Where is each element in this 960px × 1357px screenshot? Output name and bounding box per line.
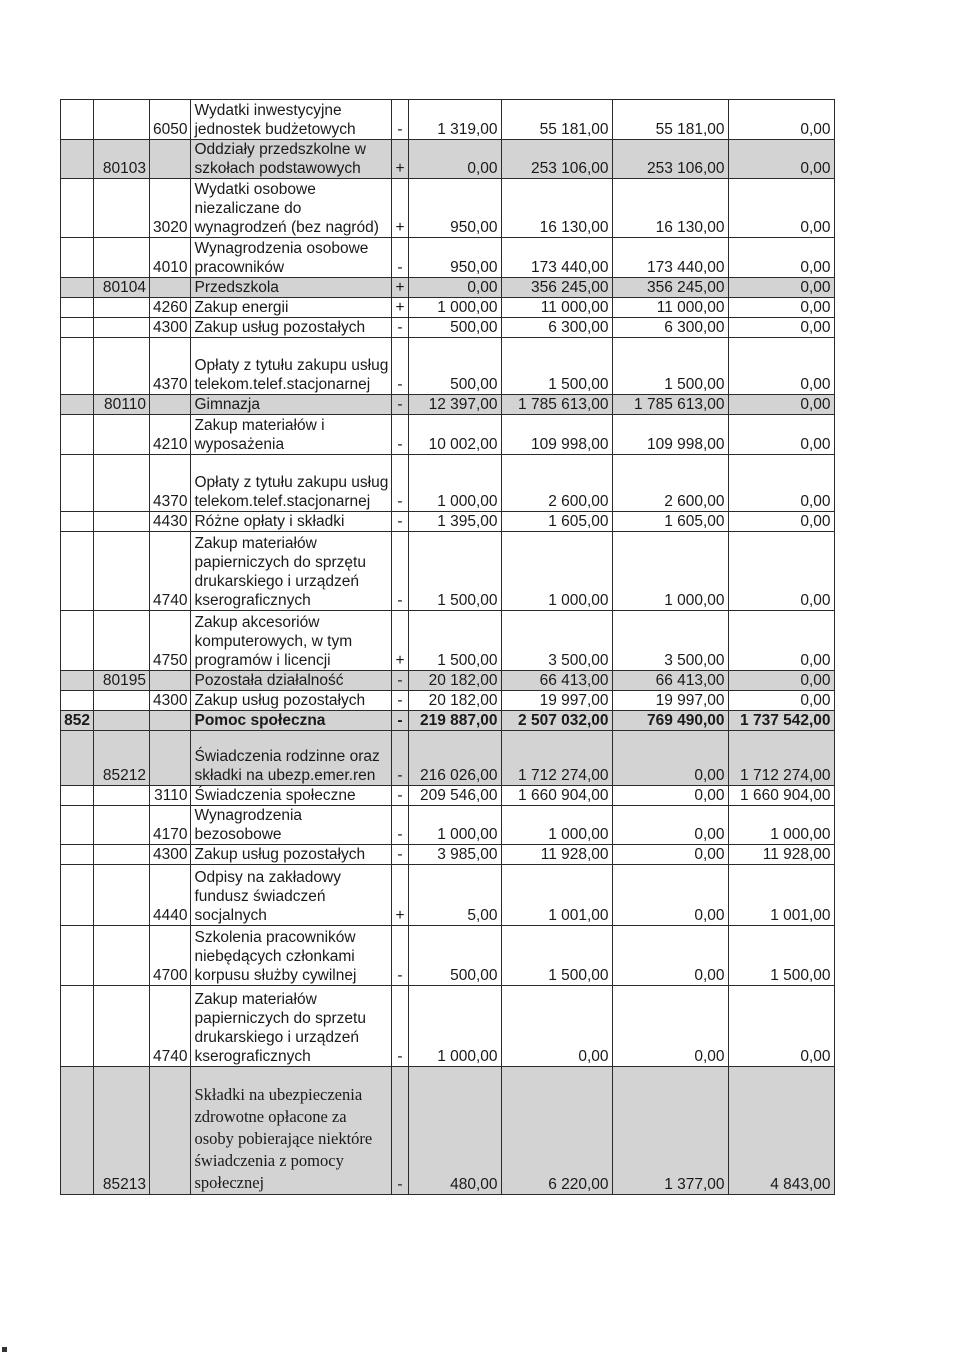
table-row: [61, 298, 835, 318]
table-row: [61, 179, 835, 238]
amount-property-cell: 0,00: [728, 691, 834, 711]
description-cell: Wydatki inwestycyjne jednostek budżetowych: [191, 100, 392, 140]
table-row: [61, 986, 835, 1067]
amount-current-cell: 769 490,00: [612, 711, 728, 731]
description-cell: Pomoc społeczna: [191, 711, 392, 731]
amount-total-cell: 173 440,00: [501, 238, 612, 278]
dzial-cell: [61, 298, 94, 318]
amount-current-cell: 1 500,00: [612, 338, 728, 395]
sign-cell: -: [392, 986, 408, 1067]
amount-property-cell: 1 660 904,00: [728, 786, 834, 806]
amount-total-cell: 1 660 904,00: [501, 786, 612, 806]
amount-change-cell: 20 182,00: [408, 691, 501, 711]
table-row: [61, 532, 835, 611]
paragraf-cell: 4170: [150, 806, 191, 845]
rozdzial-cell: [94, 865, 150, 926]
amount-total-cell: 16 130,00: [501, 179, 612, 238]
amount-current-cell: 0,00: [612, 731, 728, 786]
amount-current-cell: 109 998,00: [612, 415, 728, 455]
amount-property-cell: 11 928,00: [728, 845, 834, 865]
description-cell: Zakup usług pozostałych: [191, 318, 392, 338]
sign-cell: +: [392, 179, 408, 238]
description-cell: Gimnazja: [191, 395, 392, 415]
rozdzial-cell: [94, 926, 150, 986]
description-cell: Zakup akcesoriów komputerowych, w tym programów i licencji: [191, 611, 392, 671]
table-row: [61, 455, 835, 512]
paragraf-cell: 4740: [150, 986, 191, 1067]
description-cell: Składki na ubezpieczenia zdrowotne opłacone za osoby pobierające niektóre świadczenia z pomocy społecznej: [191, 1067, 392, 1195]
amount-current-cell: 0,00: [612, 926, 728, 986]
amount-change-cell: 950,00: [408, 238, 501, 278]
amount-total-cell: 2 507 032,00: [501, 711, 612, 731]
amount-total-cell: 1 000,00: [501, 532, 612, 611]
amount-change-cell: 950,00: [408, 179, 501, 238]
amount-current-cell: 0,00: [612, 986, 728, 1067]
sign-cell: -: [392, 731, 408, 786]
amount-current-cell: 173 440,00: [612, 238, 728, 278]
table-row: [61, 731, 835, 786]
rozdzial-cell: 85213: [94, 1067, 150, 1195]
table-row: [61, 691, 835, 711]
amount-property-cell: 0,00: [728, 238, 834, 278]
description-cell: Zakup usług pozostałych: [191, 691, 392, 711]
paragraf-cell: [150, 711, 191, 731]
dzial-cell: [61, 512, 94, 532]
amount-total-cell: 1 000,00: [501, 806, 612, 845]
table-row: [61, 100, 835, 140]
table-row: [61, 512, 835, 532]
dzial-cell: [61, 611, 94, 671]
amount-change-cell: 1 500,00: [408, 532, 501, 611]
description-cell: Świadczenia społeczne: [191, 786, 392, 806]
amount-current-cell: 356 245,00: [612, 278, 728, 298]
dzial-cell: [61, 986, 94, 1067]
amount-total-cell: 6 220,00: [501, 1067, 612, 1195]
amount-property-cell: 0,00: [728, 611, 834, 671]
amount-total-cell: 1 001,00: [501, 865, 612, 926]
amount-total-cell: 109 998,00: [501, 415, 612, 455]
rozdzial-cell: [94, 100, 150, 140]
amount-property-cell: 1 500,00: [728, 926, 834, 986]
amount-change-cell: 219 887,00: [408, 711, 501, 731]
sign-cell: -: [392, 786, 408, 806]
description-cell: Różne opłaty i składki: [191, 512, 392, 532]
paragraf-cell: 4210: [150, 415, 191, 455]
amount-total-cell: 1 785 613,00: [501, 395, 612, 415]
sign-cell: +: [392, 298, 408, 318]
paragraf-cell: 4370: [150, 338, 191, 395]
table-row: [61, 395, 835, 415]
rozdzial-cell: [94, 298, 150, 318]
amount-current-cell: 6 300,00: [612, 318, 728, 338]
dzial-cell: [61, 338, 94, 395]
amount-total-cell: 11 000,00: [501, 298, 612, 318]
dzial-cell: [61, 140, 94, 179]
amount-property-cell: 0,00: [728, 395, 834, 415]
paragraf-cell: 4740: [150, 532, 191, 611]
description-cell: Świadczenia rodzinne oraz składki na ubezp.emer.ren: [191, 731, 392, 786]
dzial-cell: [61, 415, 94, 455]
amount-change-cell: 3 985,00: [408, 845, 501, 865]
sign-cell: -: [392, 671, 408, 691]
dzial-cell: [61, 179, 94, 238]
amount-current-cell: 0,00: [612, 786, 728, 806]
table-row: [61, 611, 835, 671]
table-row: [61, 338, 835, 395]
table-row: [61, 926, 835, 986]
amount-property-cell: 0,00: [728, 671, 834, 691]
amount-property-cell: 0,00: [728, 278, 834, 298]
rozdzial-cell: [94, 691, 150, 711]
amount-change-cell: 1 395,00: [408, 512, 501, 532]
amount-current-cell: 3 500,00: [612, 611, 728, 671]
rozdzial-cell: 80103: [94, 140, 150, 179]
margin-mark: [2, 1347, 7, 1352]
sign-cell: -: [392, 806, 408, 845]
dzial-cell: [61, 395, 94, 415]
budget-table-body: [61, 100, 835, 1195]
sign-cell: -: [392, 238, 408, 278]
paragraf-cell: 4700: [150, 926, 191, 986]
amount-change-cell: 0,00: [408, 140, 501, 179]
table-row: [61, 415, 835, 455]
sign-cell: -: [392, 1067, 408, 1195]
paragraf-cell: 4750: [150, 611, 191, 671]
rozdzial-cell: [94, 179, 150, 238]
description-cell: Zakup energii: [191, 298, 392, 318]
amount-current-cell: 0,00: [612, 865, 728, 926]
sign-cell: -: [392, 845, 408, 865]
table-row: [61, 140, 835, 179]
rozdzial-cell: [94, 512, 150, 532]
paragraf-cell: [150, 278, 191, 298]
amount-current-cell: 1 377,00: [612, 1067, 728, 1195]
description-cell: Zakup materiałów i wyposażenia: [191, 415, 392, 455]
table-row: [61, 806, 835, 845]
amount-change-cell: 5,00: [408, 865, 501, 926]
amount-change-cell: 10 002,00: [408, 415, 501, 455]
rozdzial-cell: [94, 786, 150, 806]
paragraf-cell: 4430: [150, 512, 191, 532]
amount-change-cell: 500,00: [408, 926, 501, 986]
sign-cell: +: [392, 140, 408, 179]
amount-total-cell: 11 928,00: [501, 845, 612, 865]
amount-total-cell: 2 600,00: [501, 455, 612, 512]
amount-current-cell: 2 600,00: [612, 455, 728, 512]
rozdzial-cell: 80104: [94, 278, 150, 298]
paragraf-cell: [150, 671, 191, 691]
sign-cell: -: [392, 926, 408, 986]
budget-table: [60, 99, 835, 1195]
amount-total-cell: 66 413,00: [501, 671, 612, 691]
amount-total-cell: 1 712 274,00: [501, 731, 612, 786]
amount-total-cell: 3 500,00: [501, 611, 612, 671]
description-cell: Zakup materiałów papierniczych do sprzętu drukarskiego i urządzeń kserograficznych: [191, 532, 392, 611]
amount-change-cell: 1 319,00: [408, 100, 501, 140]
description-cell: Wydatki osobowe niezaliczane do wynagrodzeń (bez nagród): [191, 179, 392, 238]
amount-total-cell: 19 997,00: [501, 691, 612, 711]
amount-change-cell: 500,00: [408, 338, 501, 395]
amount-change-cell: 216 026,00: [408, 731, 501, 786]
amount-property-cell: 0,00: [728, 455, 834, 512]
rozdzial-cell: 80195: [94, 671, 150, 691]
sign-cell: -: [392, 338, 408, 395]
description-cell: Wynagrodzenia osobowe pracowników: [191, 238, 392, 278]
amount-property-cell: 1 712 274,00: [728, 731, 834, 786]
sign-cell: -: [392, 691, 408, 711]
description-cell: Oddziały przedszkolne w szkołach podstawowych: [191, 140, 392, 179]
dzial-cell: [61, 865, 94, 926]
rozdzial-cell: [94, 611, 150, 671]
dzial-cell: [61, 278, 94, 298]
amount-property-cell: 0,00: [728, 100, 834, 140]
dzial-cell: [61, 731, 94, 786]
paragraf-cell: [150, 140, 191, 179]
dzial-cell: [61, 671, 94, 691]
dzial-cell: [61, 455, 94, 512]
rozdzial-cell: [94, 532, 150, 611]
rozdzial-cell: [94, 986, 150, 1067]
amount-property-cell: 1 737 542,00: [728, 711, 834, 731]
sign-cell: +: [392, 278, 408, 298]
dzial-cell: [61, 318, 94, 338]
amount-change-cell: 480,00: [408, 1067, 501, 1195]
rozdzial-cell: [94, 711, 150, 731]
amount-property-cell: 0,00: [728, 298, 834, 318]
table-row: [61, 278, 835, 298]
rozdzial-cell: [94, 238, 150, 278]
amount-change-cell: 0,00: [408, 278, 501, 298]
amount-current-cell: 11 000,00: [612, 298, 728, 318]
amount-current-cell: 0,00: [612, 806, 728, 845]
sign-cell: +: [392, 611, 408, 671]
description-cell: Szkolenia pracowników niebędących członkami korpusu służby cywilnej: [191, 926, 392, 986]
rozdzial-cell: [94, 318, 150, 338]
amount-total-cell: 55 181,00: [501, 100, 612, 140]
paragraf-cell: [150, 395, 191, 415]
paragraf-cell: 4300: [150, 845, 191, 865]
amount-current-cell: 55 181,00: [612, 100, 728, 140]
description-cell: Wynagrodzenia bezosobowe: [191, 806, 392, 845]
amount-current-cell: 1 605,00: [612, 512, 728, 532]
description-cell: Pozostała działalność: [191, 671, 392, 691]
amount-change-cell: 20 182,00: [408, 671, 501, 691]
description-cell: Opłaty z tytułu zakupu usług telekom.telef.stacjonarnej: [191, 338, 392, 395]
amount-property-cell: 4 843,00: [728, 1067, 834, 1195]
paragraf-cell: 3020: [150, 179, 191, 238]
description-cell: Odpisy na zakładowy fundusz świadczeń socjalnych: [191, 865, 392, 926]
sign-cell: -: [392, 711, 408, 731]
dzial-cell: [61, 926, 94, 986]
sign-cell: -: [392, 455, 408, 512]
amount-total-cell: 253 106,00: [501, 140, 612, 179]
sign-cell: -: [392, 415, 408, 455]
amount-current-cell: 1 000,00: [612, 532, 728, 611]
dzial-cell: [61, 100, 94, 140]
dzial-cell: [61, 238, 94, 278]
rozdzial-cell: [94, 845, 150, 865]
description-cell: Zakup materiałów papierniczych do sprzetu drukarskiego i urządzeń kserograficznych: [191, 986, 392, 1067]
paragraf-cell: [150, 1067, 191, 1195]
dzial-cell: [61, 532, 94, 611]
sign-cell: +: [392, 865, 408, 926]
amount-current-cell: 66 413,00: [612, 671, 728, 691]
table-row: [61, 711, 835, 731]
amount-total-cell: 0,00: [501, 986, 612, 1067]
amount-current-cell: 253 106,00: [612, 140, 728, 179]
sign-cell: -: [392, 532, 408, 611]
amount-property-cell: 1 001,00: [728, 865, 834, 926]
amount-change-cell: 1 000,00: [408, 806, 501, 845]
paragraf-cell: 4370: [150, 455, 191, 512]
amount-property-cell: 0,00: [728, 140, 834, 179]
table-row: [61, 671, 835, 691]
description-cell: Zakup usług pozostałych: [191, 845, 392, 865]
amount-current-cell: 1 785 613,00: [612, 395, 728, 415]
amount-property-cell: 0,00: [728, 512, 834, 532]
amount-current-cell: 0,00: [612, 845, 728, 865]
sign-cell: -: [392, 318, 408, 338]
paragraf-cell: 4010: [150, 238, 191, 278]
paragraf-cell: 3110: [150, 786, 191, 806]
description-cell: Opłaty z tytułu zakupu usług telekom.telef.stacjonarnej: [191, 455, 392, 512]
table-row: [61, 845, 835, 865]
table-row: [61, 318, 835, 338]
paragraf-cell: 4300: [150, 691, 191, 711]
amount-change-cell: 209 546,00: [408, 786, 501, 806]
amount-total-cell: 6 300,00: [501, 318, 612, 338]
paragraf-cell: [150, 731, 191, 786]
rozdzial-cell: 80110: [94, 395, 150, 415]
dzial-cell: 852: [61, 711, 94, 731]
rozdzial-cell: [94, 415, 150, 455]
amount-property-cell: 0,00: [728, 338, 834, 395]
amount-change-cell: 500,00: [408, 318, 501, 338]
amount-property-cell: 0,00: [728, 986, 834, 1067]
paragraf-cell: 6050: [150, 100, 191, 140]
amount-change-cell: 1 500,00: [408, 611, 501, 671]
dzial-cell: [61, 691, 94, 711]
dzial-cell: [61, 1067, 94, 1195]
sign-cell: -: [392, 395, 408, 415]
amount-property-cell: 0,00: [728, 415, 834, 455]
amount-change-cell: 1 000,00: [408, 986, 501, 1067]
amount-change-cell: 1 000,00: [408, 455, 501, 512]
amount-total-cell: 356 245,00: [501, 278, 612, 298]
amount-total-cell: 1 605,00: [501, 512, 612, 532]
table-row: [61, 865, 835, 926]
rozdzial-cell: [94, 455, 150, 512]
rozdzial-cell: [94, 806, 150, 845]
amount-total-cell: 1 500,00: [501, 926, 612, 986]
dzial-cell: [61, 786, 94, 806]
sign-cell: -: [392, 512, 408, 532]
amount-total-cell: 1 500,00: [501, 338, 612, 395]
amount-property-cell: 0,00: [728, 532, 834, 611]
table-row: [61, 786, 835, 806]
table-row: [61, 1067, 835, 1195]
paragraf-cell: 4440: [150, 865, 191, 926]
amount-property-cell: 0,00: [728, 318, 834, 338]
amount-property-cell: 1 000,00: [728, 806, 834, 845]
table-row: [61, 238, 835, 278]
amount-change-cell: 12 397,00: [408, 395, 501, 415]
dzial-cell: [61, 845, 94, 865]
rozdzial-cell: 85212: [94, 731, 150, 786]
sign-cell: -: [392, 100, 408, 140]
amount-current-cell: 19 997,00: [612, 691, 728, 711]
paragraf-cell: 4300: [150, 318, 191, 338]
description-cell: Przedszkola: [191, 278, 392, 298]
amount-current-cell: 16 130,00: [612, 179, 728, 238]
amount-property-cell: 0,00: [728, 179, 834, 238]
paragraf-cell: 4260: [150, 298, 191, 318]
rozdzial-cell: [94, 338, 150, 395]
amount-change-cell: 1 000,00: [408, 298, 501, 318]
dzial-cell: [61, 806, 94, 845]
